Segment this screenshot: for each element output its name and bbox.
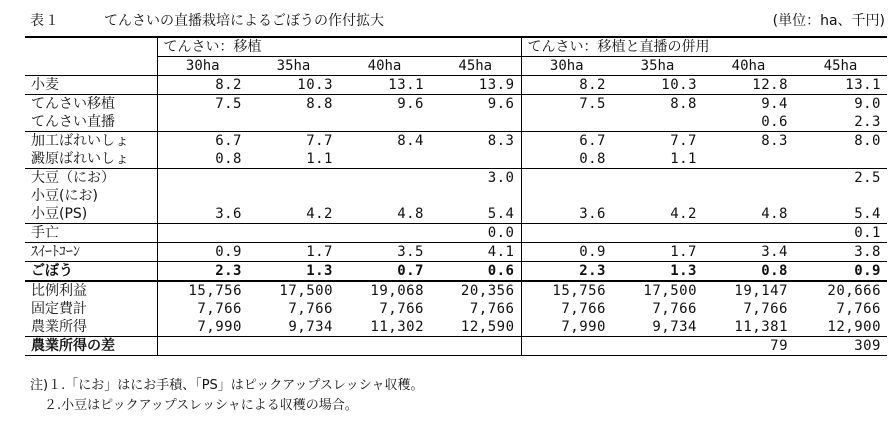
table-cell: 0.8 (703, 262, 794, 282)
table-cell: 0.9 (157, 243, 248, 262)
table-cell (339, 337, 430, 356)
table-cell: 20,666 (794, 281, 887, 300)
row-label: 澱原ばれいしょ (31, 151, 129, 167)
table-cell (339, 187, 430, 205)
table-cell: 8.4 (339, 132, 430, 151)
table-cell (612, 113, 703, 132)
table-cell: 3.4 (703, 243, 794, 262)
column-header-row (25, 57, 887, 76)
table-row (25, 169, 887, 188)
table-cell: 4.8 (397, 206, 424, 222)
table-cell: 7,990 (521, 318, 612, 337)
column-header: 35ha (640, 58, 675, 74)
table-row (25, 187, 887, 205)
table-cell: 7,766 (469, 301, 515, 317)
table-cell (521, 224, 612, 243)
table-cell (794, 187, 887, 205)
table-cell: 11,381 (734, 319, 788, 335)
table-body (25, 76, 887, 356)
table-cell: 1.3 (248, 262, 339, 282)
table-cell (248, 187, 339, 205)
table-cell: 7.5 (521, 95, 612, 114)
table-cell: 9,734 (652, 319, 697, 335)
table-cell: 7.7 (248, 132, 339, 151)
row-label: てんさい移植 (25, 95, 157, 114)
table-row (25, 113, 887, 132)
table-cell: 0.1 (794, 224, 887, 243)
table-cell: 1.1 (670, 151, 697, 167)
row-label: 小豆(PS) (31, 206, 88, 222)
table-cell: 13.9 (430, 76, 521, 95)
table-cell (521, 113, 612, 132)
table-cell (248, 224, 339, 243)
table-cell: 0.0 (430, 224, 521, 243)
group-header-row (25, 37, 887, 57)
row-label: 大豆（にお） (25, 169, 157, 188)
table-cell: 10.3 (612, 76, 703, 95)
table-cell (248, 169, 339, 188)
table-cell: 0.9 (794, 262, 887, 282)
row-label: 加工ばれいしょ (25, 132, 157, 151)
table-cell: 4.1 (430, 243, 521, 262)
table-cell: 8.3 (430, 132, 521, 151)
table-cell: 7,766 (379, 301, 424, 317)
table-cell: 7,766 (521, 300, 612, 318)
table-cell: 6.7 (157, 132, 248, 151)
table-cell: 2.3 (521, 262, 612, 282)
table-row (25, 337, 887, 356)
table-cell: 0.8 (521, 150, 612, 169)
corner-cell (25, 37, 157, 57)
table-cell (430, 337, 521, 356)
table-cell: 12,590 (460, 319, 515, 335)
column-header: 45ha (458, 58, 493, 74)
table-cell: 9.4 (703, 95, 794, 114)
footnote: 注)１.「にお」はにお手積、「PS」はピックアップスレッシャ収穫。 (30, 378, 424, 393)
row-label: 手亡 (25, 224, 157, 243)
table-cell: 9.0 (794, 95, 887, 114)
table-cell: 79 (703, 337, 794, 356)
table-cell (248, 337, 339, 356)
table-cell: 3.6 (521, 205, 612, 224)
table-cell: 1.7 (612, 243, 703, 262)
row-label: 小豆(にお) (31, 188, 98, 204)
table-cell: 11,302 (370, 319, 424, 335)
table-cell (703, 169, 794, 188)
table-cell: 9,734 (288, 319, 333, 335)
row-label: てんさい直播 (31, 114, 115, 130)
footnotes (30, 376, 423, 416)
table-cell: 12.8 (703, 76, 794, 95)
table-cell: 0.6 (761, 114, 788, 130)
table-cell: 7.5 (157, 95, 248, 114)
table-row (25, 205, 887, 224)
table-cell: 9.6 (430, 95, 521, 114)
table-cell: 8.3 (703, 132, 794, 151)
table-cell: 13.1 (794, 76, 887, 95)
table-cell: 1.1 (306, 151, 333, 167)
table-cell (521, 187, 612, 205)
column-header: 40ha (731, 58, 766, 74)
column-header: 30ha (521, 57, 612, 76)
column-header: 40ha (367, 58, 402, 74)
row-label: ごぼう (25, 262, 157, 282)
table-cell: 7,766 (288, 301, 333, 317)
table-cell (703, 224, 794, 243)
table-cell (430, 150, 521, 169)
column-header: 45ha (823, 58, 858, 74)
table-cell (339, 113, 430, 132)
column-header: 30ha (157, 57, 248, 76)
table-cell: 3.0 (430, 169, 521, 188)
table-cell: 0.8 (157, 150, 248, 169)
table-cell: 7,766 (836, 301, 881, 317)
table-cell (157, 169, 248, 188)
group-header: てんさい：移植 (157, 37, 521, 57)
table-cell (612, 169, 703, 188)
table-cell: 6.7 (521, 132, 612, 151)
table-row (25, 95, 887, 114)
table-row (25, 150, 887, 169)
table-cell (794, 150, 887, 169)
table-cell (430, 113, 521, 132)
table-cell: 7.7 (612, 132, 703, 151)
table-cell: 7,766 (652, 301, 697, 317)
table-cell: 2.3 (854, 114, 881, 130)
table-cell (521, 337, 612, 356)
table-cell (612, 337, 703, 356)
table-cell: 309 (794, 337, 887, 356)
table-cell: 2.3 (157, 262, 248, 282)
table-cell: 5.4 (487, 206, 515, 222)
table-cell (339, 169, 430, 188)
table-cell: 17,500 (248, 281, 339, 300)
table-row (25, 281, 887, 300)
table-cell: 0.6 (430, 262, 521, 282)
table-cell: 2.5 (794, 169, 887, 188)
table-cell (157, 113, 248, 132)
table-cell: 1.3 (612, 262, 703, 282)
table-row (25, 243, 887, 262)
table-row (25, 262, 887, 282)
table-cell: 8.0 (794, 132, 887, 151)
table-cell: 8.8 (248, 95, 339, 114)
table-cell (339, 224, 430, 243)
row-label: 農業所得の差 (25, 337, 157, 356)
column-header: 35ha (276, 58, 311, 74)
table-cell (339, 150, 430, 169)
table-cell (612, 187, 703, 205)
table-cell: 4.8 (761, 206, 788, 222)
table-row (25, 76, 887, 95)
table-cell: 7,766 (743, 301, 788, 317)
table-cell (430, 187, 521, 205)
table-row (25, 300, 887, 318)
footnote: ２.小豆はピックアップスレッシャによる収穫の場合。 (44, 398, 358, 413)
table-cell (157, 224, 248, 243)
table-cell: 20,356 (430, 281, 521, 300)
table-cell: 8.2 (157, 76, 248, 95)
table-cell (157, 337, 248, 356)
row-label: 小麦 (25, 76, 157, 95)
table-cell: 19,068 (339, 281, 430, 300)
table-cell: 7,990 (157, 318, 248, 337)
table-cell: 12,900 (827, 319, 881, 335)
table-cell (521, 169, 612, 188)
row-label: 比例利益 (25, 281, 157, 300)
table-cell: 0.9 (521, 243, 612, 262)
table-cell: 3.6 (157, 205, 248, 224)
title-row (30, 8, 885, 30)
row-label: 固定費計 (31, 301, 87, 317)
table-cell (703, 150, 794, 169)
table-cell: 1.7 (248, 243, 339, 262)
group-header: てんさい：移植と直播の併用 (521, 37, 887, 57)
table-cell: 10.3 (248, 76, 339, 95)
table-cell: 3.8 (794, 243, 887, 262)
table-cell (703, 187, 794, 205)
table-cell: 15,756 (157, 281, 248, 300)
table-cell: 4.2 (670, 206, 697, 222)
table-row (25, 318, 887, 337)
table-row (25, 224, 887, 243)
table-cell: 8.8 (612, 95, 703, 114)
table-cell (612, 224, 703, 243)
unit-label: (単位：ha、千円) (772, 13, 885, 29)
table-cell: 19,147 (703, 281, 794, 300)
table-cell: 5.4 (854, 206, 881, 222)
table-number: 表１ (30, 13, 60, 29)
table-cell: 0.7 (339, 262, 430, 282)
table-cell: 4.2 (306, 206, 333, 222)
table-cell: 7,766 (157, 300, 248, 318)
table-row (25, 132, 887, 151)
table-cell: 15,756 (521, 281, 612, 300)
table-cell (157, 187, 248, 205)
table-cell: 9.6 (339, 95, 430, 114)
table-cell (248, 113, 339, 132)
table-cell: 8.2 (521, 76, 612, 95)
table-title: てんさいの直播栽培によるごぼうの作付拡大 (104, 13, 384, 29)
data-table (25, 36, 887, 356)
table-cell: 17,500 (612, 281, 703, 300)
table-cell: 3.5 (339, 243, 430, 262)
row-label: 農業所得 (31, 319, 87, 335)
row-label: ｽｲｰﾄｺｰﾝ (25, 243, 157, 262)
table-cell: 13.1 (339, 76, 430, 95)
corner-cell (25, 57, 157, 76)
